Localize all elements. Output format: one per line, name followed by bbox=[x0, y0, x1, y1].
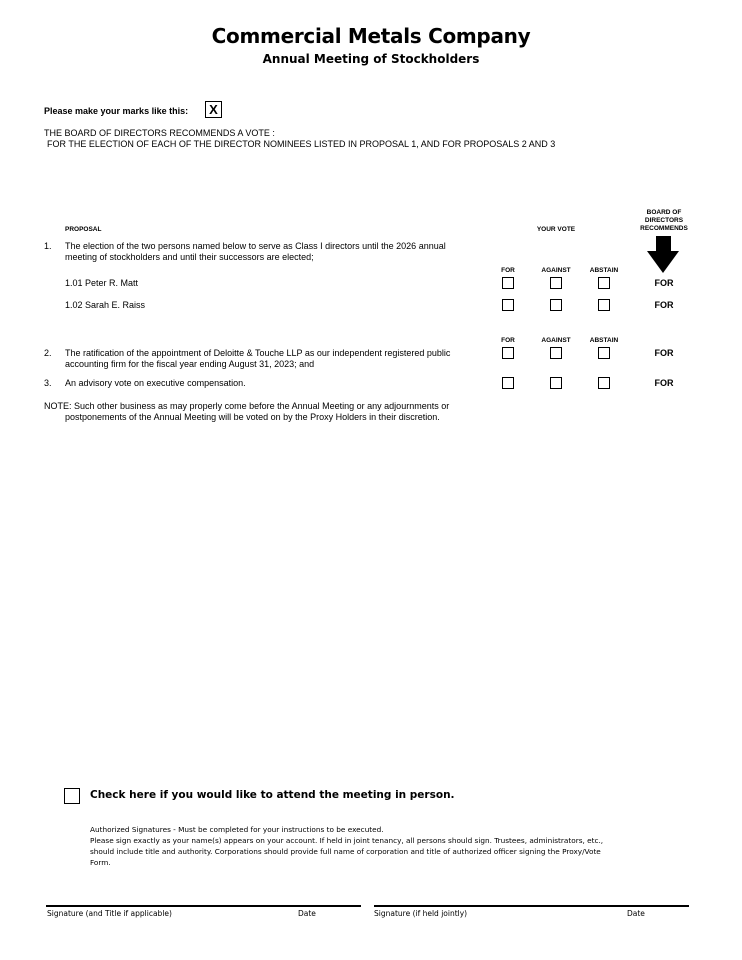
proposal-1-number: 1. bbox=[44, 241, 52, 251]
abstain-column-header-2: ABSTAIN bbox=[589, 337, 619, 344]
signature-line-2[interactable] bbox=[374, 905, 689, 907]
proposal-2-text-line-1: The ratification of the appointment of Deloitte & Touche LLP as our independent registered public bbox=[65, 348, 451, 358]
board-recommends-header-1: BOARD OF bbox=[646, 209, 682, 216]
page-subtitle: Annual Meeting of Stockholders bbox=[262, 52, 480, 66]
nominee-1-board-recommendation: FOR bbox=[654, 278, 674, 288]
down-arrow-icon bbox=[656, 236, 671, 251]
proposal-3-against-checkbox[interactable] bbox=[550, 377, 562, 389]
nominee-2-name: 1.02 Sarah E. Raiss bbox=[65, 300, 146, 310]
signature-line-1[interactable] bbox=[46, 905, 361, 907]
nominee-1-name: 1.01 Peter R. Matt bbox=[65, 278, 139, 288]
abstain-column-header: ABSTAIN bbox=[589, 267, 619, 274]
for-column-header-2: FOR bbox=[501, 337, 515, 344]
recommendation-line-2: FOR THE ELECTION OF EACH OF THE DIRECTOR NOMINEES LISTED IN PROPOSAL 1, AND FOR PROPOSALS 2 AND 3 bbox=[47, 139, 556, 149]
proposal-3-board-recommendation: FOR bbox=[654, 378, 674, 388]
your-vote-header: YOUR VOTE bbox=[536, 226, 576, 233]
nominee-2-against-checkbox[interactable] bbox=[550, 299, 562, 311]
nominee-1-abstain-checkbox[interactable] bbox=[598, 277, 610, 289]
nominee-2-abstain-checkbox[interactable] bbox=[598, 299, 610, 311]
proposal-3-number: 3. bbox=[44, 378, 52, 388]
authorization-text bbox=[90, 824, 650, 868]
proposal-2-abstain-checkbox[interactable] bbox=[598, 347, 610, 359]
proposal-2-text-line-2: accounting firm for the fiscal year ending August 31, 2023; and bbox=[65, 359, 315, 369]
proposal-3-text-line-1: An advisory vote on executive compensation. bbox=[65, 378, 246, 388]
proposal-3-abstain-checkbox[interactable] bbox=[598, 377, 610, 389]
board-recommends-header-3: RECOMMENDS bbox=[640, 225, 688, 232]
signature-2-label: Signature (if held jointly) bbox=[374, 909, 468, 918]
authorization-line-3: should include title and authority. Corporations should provide full name of corporation and title of authorized officer signing the Proxy/Vote bbox=[90, 847, 601, 856]
proposal-header: PROPOSAL bbox=[65, 226, 102, 233]
authorization-line-2: Please sign exactly as your name(s) appears on your account. If held in joint tenancy, all persons should sign. Trustees, administrators, etc., bbox=[90, 836, 604, 845]
nominee-1-for-checkbox[interactable] bbox=[502, 277, 514, 289]
nominee-1-against-checkbox[interactable] bbox=[550, 277, 562, 289]
for-column-header: FOR bbox=[501, 267, 515, 274]
down-arrow-head-icon bbox=[647, 251, 679, 273]
marks-example-box: X bbox=[205, 101, 222, 118]
date-1-label: Date bbox=[298, 909, 316, 918]
proposal-3-for-checkbox[interactable] bbox=[502, 377, 514, 389]
proposal-2-against-checkbox[interactable] bbox=[550, 347, 562, 359]
attend-meeting-label: Check here if you would like to attend the meeting in person. bbox=[90, 789, 455, 801]
proposal-2-number: 2. bbox=[44, 348, 52, 358]
note-line-1: NOTE: Such other business as may properly come before the Annual Meeting or any adjournments or bbox=[44, 401, 450, 411]
against-column-header: AGAINST bbox=[541, 267, 571, 274]
authorization-line-4: Form. bbox=[90, 858, 111, 867]
authorization-line-1: Authorized Signatures - Must be completed for your instructions to be executed. bbox=[90, 825, 384, 834]
date-2-label: Date bbox=[627, 909, 645, 918]
recommendation-line-1: THE BOARD OF DIRECTORS RECOMMENDS A VOTE : bbox=[44, 128, 275, 138]
attend-meeting-checkbox[interactable] bbox=[64, 788, 80, 804]
proposal-1-text-line-1: The election of the two persons named below to serve as Class I directors until the 2026 annual bbox=[65, 241, 446, 251]
note-line-2: postponements of the Annual Meeting will be voted on by the Proxy Holders in their discretion. bbox=[65, 412, 440, 422]
proposal-1-text-line-2: meeting of stockholders and until their successors are elected; bbox=[65, 252, 314, 262]
nominee-2-board-recommendation: FOR bbox=[654, 300, 674, 310]
proposal-2-for-checkbox[interactable] bbox=[502, 347, 514, 359]
proposal-2-board-recommendation: FOR bbox=[654, 348, 674, 358]
board-recommends-header-2: DIRECTORS bbox=[644, 217, 684, 224]
page-title: Commercial Metals Company bbox=[211, 24, 531, 48]
nominee-2-for-checkbox[interactable] bbox=[502, 299, 514, 311]
marks-instruction: Please make your marks like this: bbox=[44, 106, 189, 116]
against-column-header-2: AGAINST bbox=[541, 337, 571, 344]
signature-1-label: Signature (and Title if applicable) bbox=[47, 909, 172, 918]
